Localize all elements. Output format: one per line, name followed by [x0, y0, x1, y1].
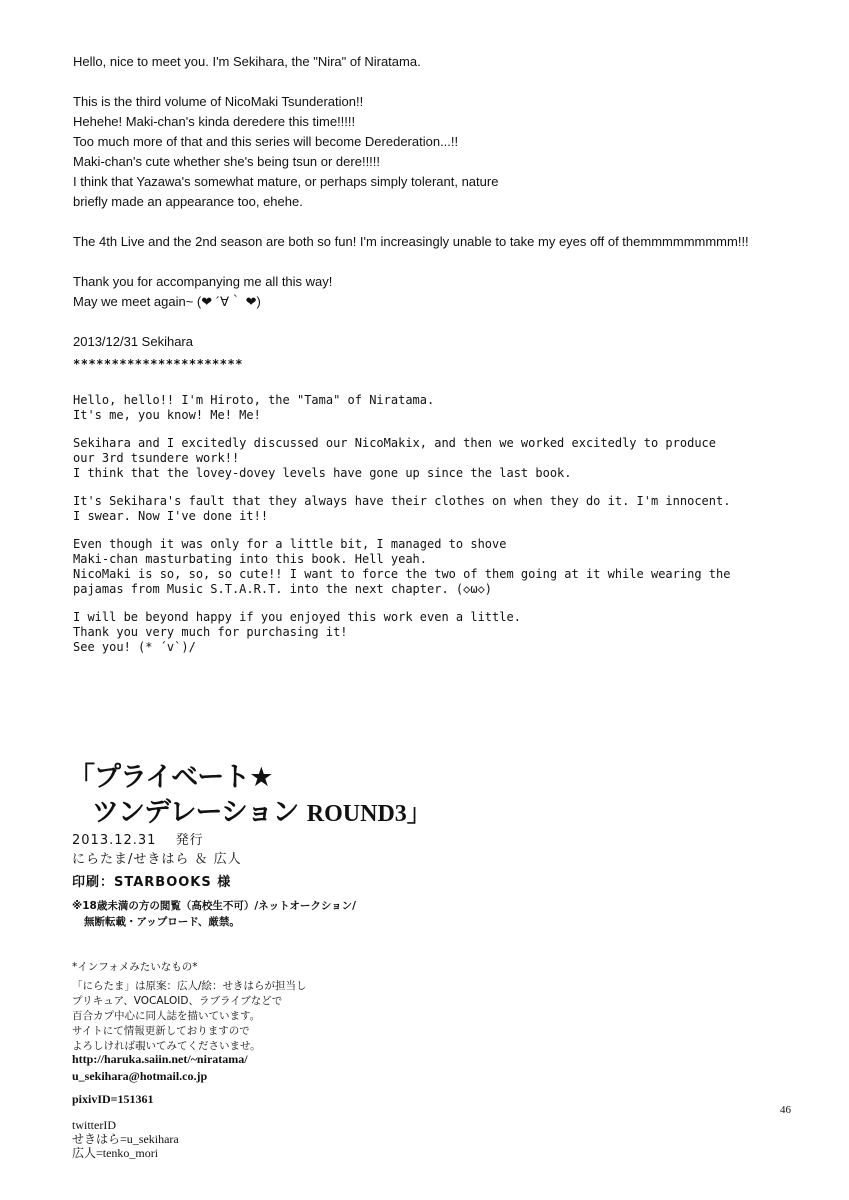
email-address: u_sekihara@hotmail.co.jp — [72, 1069, 208, 1083]
printer: 印刷：STARBOOKS 様 — [72, 875, 232, 890]
info-heading: *インフォメみたいなもの* — [72, 961, 198, 973]
age-notice — [72, 898, 356, 930]
colophon — [72, 831, 356, 930]
publish-date: 2013.12.31 発行 — [72, 833, 204, 848]
text-line: Maki-chan masturbating into this book. Hell yeah. — [73, 552, 428, 566]
twitter-ids — [72, 1118, 179, 1160]
text-line: See you! (* ´v`)/ — [73, 640, 196, 654]
sekihara-afterword — [73, 52, 813, 352]
title-katakana: ツンデレーション — [92, 797, 307, 828]
info-line: サイトにて情報更新しておりますので — [72, 1025, 250, 1037]
hiroto-afterword — [73, 393, 813, 655]
twitter-sekihara: せきはら=u_sekihara — [72, 1132, 179, 1146]
book-title — [68, 760, 431, 832]
notice-line: ※18歳未満の方の閲覧（高校生不可）/ネットオークション/ — [72, 900, 356, 912]
info-line: 百合カプ中心に同人誌を描いています。 — [72, 1010, 261, 1022]
text-line: our 3rd tsundere work!! — [73, 451, 240, 465]
circle-info — [72, 960, 307, 1054]
text-line: Sekihara and I excitedly discussed our NicoMakix, and then we worked excitedly to produce — [73, 436, 716, 450]
text-line: Even though it was only for a little bit, I managed to shove — [73, 537, 507, 551]
text-line: It's Sekihara's fault that they always have their clothes on when they do it. I'm innocent. — [73, 494, 731, 508]
info-line: よろしければ覗いてみてくださいませ。 — [72, 1040, 261, 1052]
title-line-2 — [68, 795, 431, 832]
text-line: Thank you very much for purchasing it! — [73, 625, 348, 639]
text-line: NicoMaki is so, so, so cute!! I want to force the two of them going at it while wearing the — [73, 567, 731, 581]
text-line: May we meet again~ (❤ ´∀｀ ❤) — [73, 294, 261, 309]
text-line: The 4th Live and the 2nd season are both so fun! I'm increasingly unable to take my eyes off of themmmmmmmmm!!! — [73, 234, 749, 249]
text-line: Too much more of that and this series will become Derederation...!! — [73, 134, 459, 149]
text-line: Thank you for accompanying me all this way! — [73, 274, 333, 289]
text-line: It's me, you know! Me! Me! — [73, 408, 261, 422]
notice-line: 無断転載・アップロード、厳禁。 — [84, 916, 240, 928]
text-line: pajamas from Music S.T.A.R.T. into the next chapter. (◇ω◇) — [73, 582, 493, 596]
text-line: Hehehe! Maki-chan's kinda deredere this time!!!!! — [73, 114, 356, 129]
signature-date: 2013/12/31 Sekihara — [73, 334, 193, 349]
pixiv-id: pixivID=151361 — [72, 1092, 154, 1106]
text-line: Hello, hello!! I'm Hiroto, the "Tama" of Niratama. — [73, 393, 435, 407]
text-line: I swear. Now I've done it!! — [73, 509, 269, 523]
text-line: This is the third volume of NicoMaki Tsunderation!! — [73, 94, 364, 109]
twitter-heading: twitterID — [72, 1118, 116, 1132]
info-line: 「にらたま」は原案：広人/絵：せきはらが担当し — [72, 980, 307, 992]
site-url: http://haruka.saiin.net/~niratama/ — [72, 1052, 248, 1066]
text-line: I will be beyond happy if you enjoyed this work even a little. — [73, 610, 521, 624]
title-line-1: 「プライベート★ — [68, 762, 273, 793]
info-line: プリキュア、VOCALOID、ラブライブなどで — [72, 995, 283, 1007]
circle-name: にらたま/せきはら ＆ 広人 — [72, 852, 242, 867]
page-number: 46 — [780, 1104, 791, 1116]
text-line: I think that Yazawa's somewhat mature, or perhaps simply tolerant, nature — [73, 174, 499, 189]
contact-links — [72, 1051, 248, 1108]
text-line: briefly made an appearance too, ehehe. — [73, 194, 303, 209]
twitter-hiroto: 広人=tenko_mori — [72, 1146, 159, 1160]
text-line: I think that the lovey-dovey levels have gone up since the last book. — [73, 466, 572, 480]
text-line: Hello, nice to meet you. I'm Sekihara, the "Nira" of Niratama. — [73, 54, 421, 69]
text-line: Maki-chan's cute whether she's being tsun or dere!!!!! — [73, 154, 381, 169]
title-round: ROUND3」 — [306, 801, 431, 827]
section-separator: ********************** — [73, 357, 243, 371]
